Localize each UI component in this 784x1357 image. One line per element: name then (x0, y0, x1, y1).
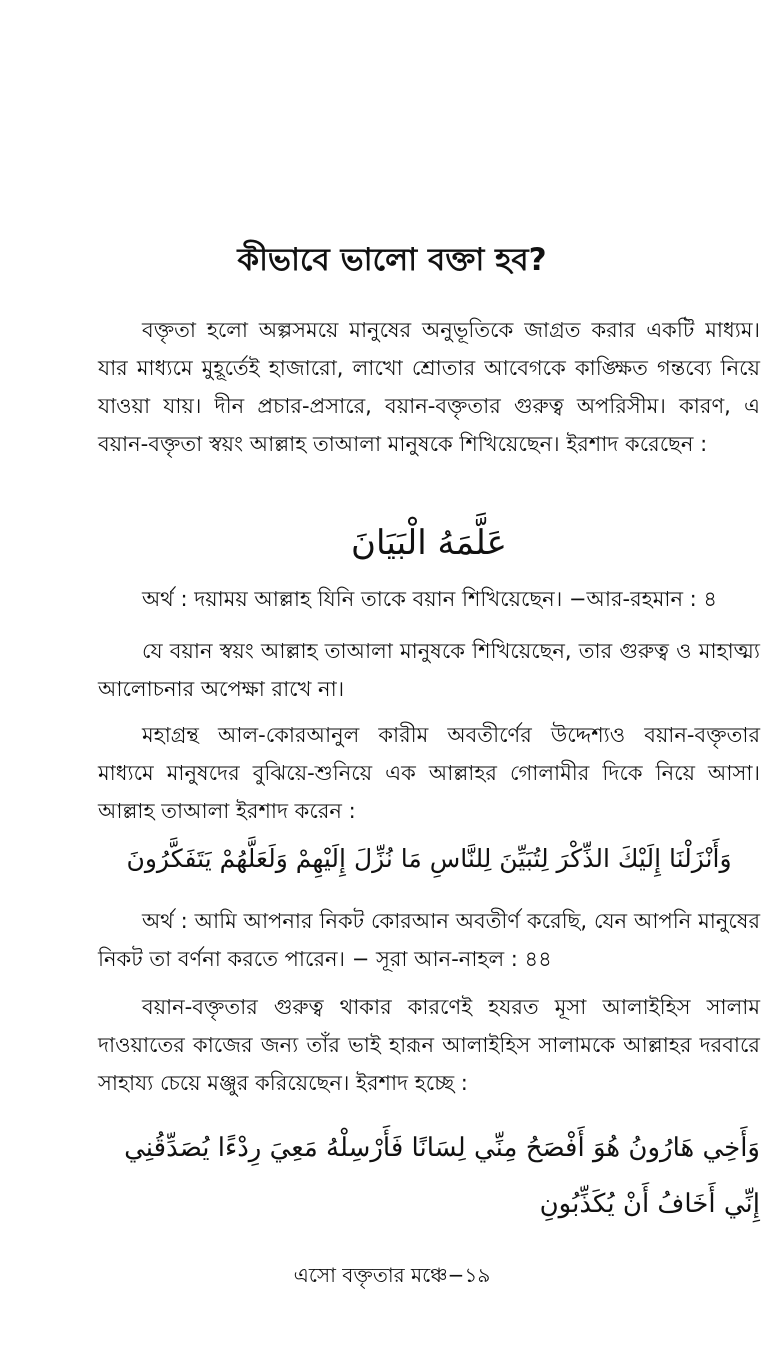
quran-verse-ar-rahman: عَلَّمَهُ الْبَيَانَ (351, 523, 507, 563)
paragraph-translation-2: অর্থ : আমি আপনার নিকট কোরআন অবতীর্ণ করেছি, যেন আপনি মানুষের নিকট তা বর্ণনা করতে পারেন। − সূরা আন-নাহল : ৪৪ (98, 909, 760, 971)
paragraph-musa-harun: বয়ান-বক্তৃতার গুরুত্ব থাকার কারণেই হযরত মূসা আলাইহিস সালাম দাওয়াতের কাজের জন্য তাঁর ভাই হারূন আলাইহিস সালামকে আল্লাহর দরবারে সাহায্য চেয়ে মঞ্জুর করিয়েছেন। ইরশাদ হচ্ছে : (98, 995, 760, 1095)
paragraph-intro: বক্তৃতা হলো অল্পসময়ে মানুষের অনুভূতিকে জাগ্রত করার একটি মাধ্যম। যার মাধ্যমে মুহূর্তেই হাজারো, লাখো শ্রোতার আবেগকে কাঙ্ক্ষিত গন্তব্যে নিয়ে যাওয়া যায়। দীন প্রচার-প্রসারে, বয়ান-বক্তৃতার গুরুত্ব অপরিসীম। কারণ, এ বয়ান-বক্তৃতা স্বয়ং আল্লাহ তাআলা মানুষকে শিখিয়েছেন। ইরশাদ করেছেন : (98, 318, 760, 456)
quran-verse-an-nahl: وَأَنْزَلْنَا إِلَيْكَ الذِّكْرَ لِتُبَيِّنَ لِلنَّاسِ مَا نُزِّلَ إِلَيْهِمْ وَلَعَلَّهُمْ يَتَفَكَّرُونَ (126, 844, 732, 873)
page-title: কীভাবে ভালো বক্তা হব? (237, 242, 547, 278)
paragraph-translation-1: অর্থ : দয়াময় আল্লাহ যিনি তাকে বয়ান শিখিয়েছেন। −আর-রহমান : ৪ (142, 587, 718, 611)
quran-verse-al-qasas: وَأَخِي هَارُونُ هُوَ أَفْصَحُ مِنِّي لِسَانًا فَأَرْسِلْهُ مَعِيَ رِدْءًا يُصَدِّقُنِي إِنِّي أَخَافُ أَنْ يُكَذِّبُونِ (124, 1133, 760, 1219)
paragraph-quran-purpose: মহাগ্রন্থ আল-কোরআনুল কারীম অবতীর্ণের উদ্দেশ্যও বয়ান-বক্তৃতার মাধ্যমে মানুষদের বুঝিয়ে-শুনিয়ে এক আল্লাহর গোলামীর দিকে নিয়ে আসা। আল্লাহ তাআলা ইরশাদ করেন : (98, 723, 760, 823)
page-footer: এসো বক্তৃতার মঞ্চে−১৯ (293, 1263, 491, 1287)
paragraph-importance: যে বয়ান স্বয়ং আল্লাহ তাআলা মানুষকে শিখিয়েছেন, তার গুরুত্ব ও মাহাত্ম্য আলোচনার অপেক্ষা রাখে না। (98, 639, 760, 701)
